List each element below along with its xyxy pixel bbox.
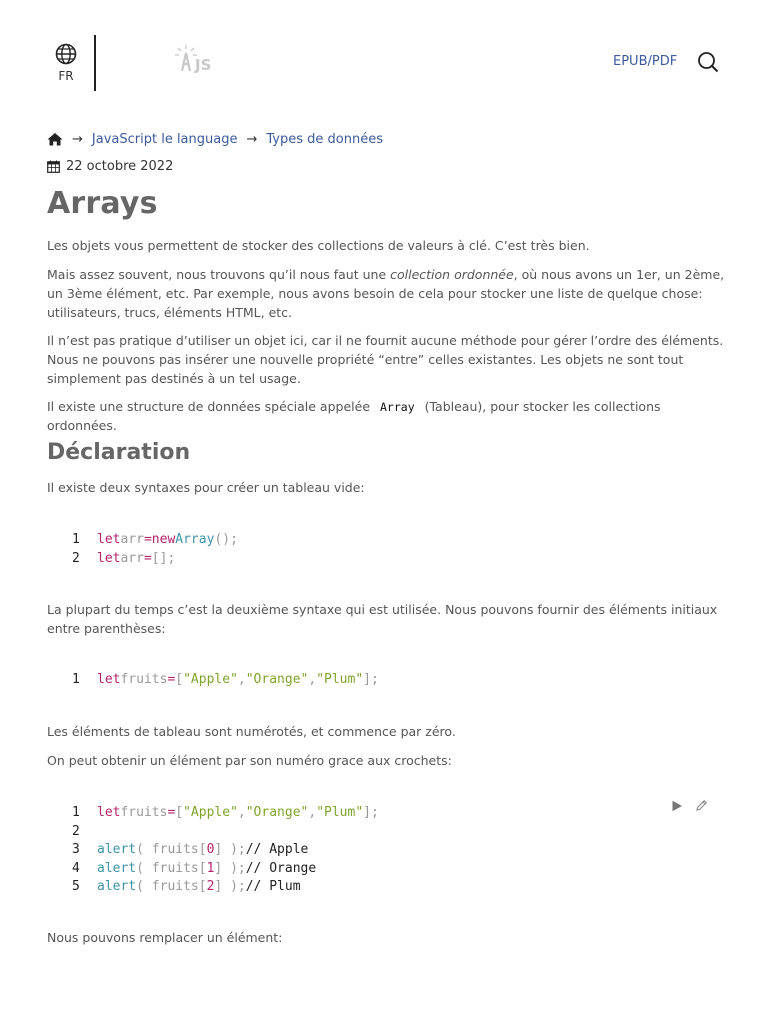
code-line: 1 let fruits = [ "Apple" , "Orange" , "Plum" ]; [72, 672, 379, 687]
code-line: 2 [72, 823, 80, 839]
breadcrumb [47, 130, 383, 148]
breadcrumb-item-javascript[interactable]: JavaScript le language [91, 131, 238, 147]
bracket-access-paragraph: On peut obtenir un élément par son numéro grace aux crochets: [47, 753, 452, 768]
search-button[interactable] [697, 51, 719, 73]
calendar-icon [47, 160, 60, 173]
inline-code-array: Array [380, 400, 415, 414]
edit-button[interactable] [695, 797, 708, 816]
epub-pdf-link[interactable]: EPUB/PDF [613, 54, 678, 69]
emphasis-text: collection ordonnée [390, 267, 514, 282]
code-line: 1 let arr = new Array (); [72, 532, 238, 547]
array-intro-paragraph: Il existe une structure de données spéciale appelée Array (Tableau), pour stocker les collections ordonnées. [47, 399, 661, 433]
header-divider [94, 35, 96, 91]
language-label: FR [58, 69, 74, 83]
ordered-collection-paragraph: Mais assez souvent, nous trouvons qu’il nous faut une collection ordonnée, où nous avons un 1er, un 2ème, un 3ème élément, etc. Par exemple, nous avons besoin de cela pour stocker une liste de quelque chose: utilisateurs, trucs, éléments HTML, etc. [47, 267, 725, 320]
date-text: 22 octobre 2022 [66, 159, 174, 174]
breadcrumb-separator: → [246, 131, 258, 147]
code-line: 2 let arr = []; [72, 550, 176, 566]
replace-element-paragraph: Nous pouvons remplacer un élément: [47, 930, 283, 945]
code-block-fruits [60, 671, 720, 690]
intro-paragraph: Les objets vous permettent de stocker des collections de valeurs à clé. C’est très bien. [47, 238, 590, 253]
article-date [47, 159, 173, 174]
code-line: 1 let fruits = [ "Apple" , "Orange" , "Plum" ]; [72, 805, 379, 820]
globe-icon [55, 43, 77, 65]
site-logo[interactable] [172, 43, 224, 73]
language-switcher[interactable] [53, 43, 79, 83]
svg-text:JS: JS [195, 56, 212, 73]
breadcrumb-separator: → [72, 131, 83, 147]
home-icon [47, 132, 63, 146]
code-block-empty-array [60, 531, 720, 568]
run-icon [671, 800, 683, 812]
code-toolbar [671, 797, 719, 815]
home-link[interactable] [47, 132, 63, 146]
code-line: 5 alert ( fruits [ 2 ] ); // Plum [72, 879, 301, 894]
second-syntax-paragraph: La plupart du temps c’est la deuxième syntaxe qui est utilisée. Nous pouvons fournir des éléments initiaux entre parenthèses: [47, 602, 718, 636]
zero-index-paragraph: Les éléments de tableau sont numérotés, et commence par zéro. [47, 724, 456, 739]
edit-icon [695, 799, 708, 812]
declaration-paragraph: Il existe deux syntaxes pour créer un tableau vide: [47, 480, 365, 495]
object-limitation-paragraph: Il n’est pas pratique d’utiliser un objet ici, car il ne fournit aucune méthode pour gérer l’ordre des éléments. Nous ne pouvons pas insérer une nouvelle propriété “entre” celles existantes. Les objets ne sont tout simplement pas destinés à un tel usage. [47, 333, 724, 386]
code-line: 4 alert ( fruits [ 1 ] ); // Orange [72, 860, 317, 876]
site-header [0, 0, 768, 120]
code-line: 3 alert ( fruits [ 0 ] ); // Apple [72, 842, 309, 857]
section-title-declaration: Déclaration [47, 440, 191, 465]
search-icon [697, 51, 719, 73]
run-button[interactable] [671, 797, 683, 816]
code-block-alert [60, 804, 720, 897]
logo-icon [172, 43, 224, 73]
breadcrumb-item-types[interactable]: Types de données [266, 131, 383, 147]
page-title: Arrays [47, 186, 158, 221]
